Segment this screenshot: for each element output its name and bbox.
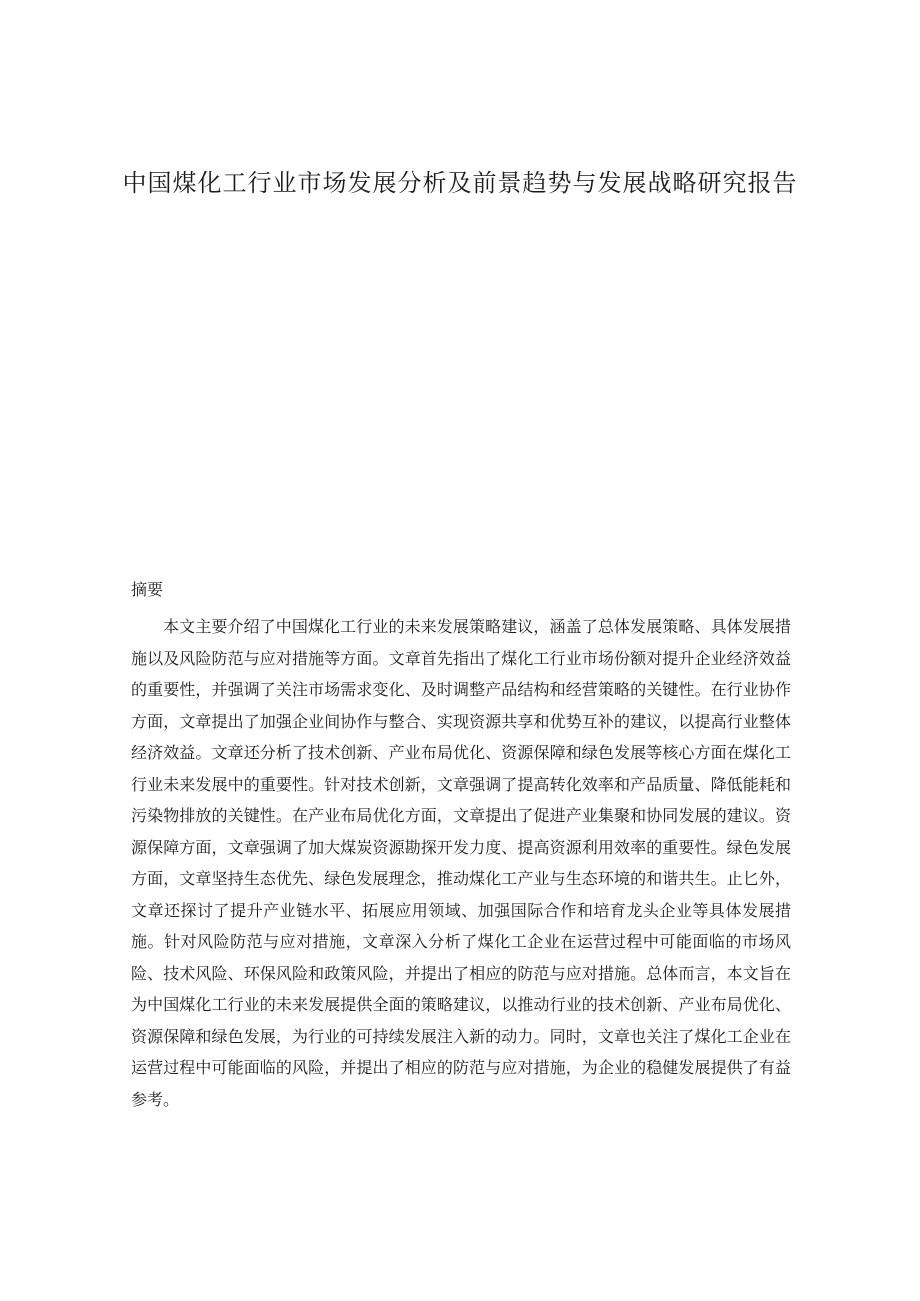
abstract-heading: 摘要: [131, 580, 164, 599]
document-title: 中国煤化工行业市场发展分析及前景趋势与发展战略研究报告: [122, 169, 798, 197]
abstract-paragraph: 本文主要介绍了中国煤化工行业的未来发展策略建议，涵盖了总体发展策略、具体发展措施以及风险防范与应对措施等方面。文章首先指出了煤化工行业市场份额对提升企业经济效益的重要性，并强调了关注市场需求变化、及时调整产品结构和经营策略的关键性。在行业协作方面，文章提出了加强企业间协作与整合、实现资源共享和优势互补的建议，以提高行业整体经济效益。文章还分析了技术创新、产业布局优化、资源保障和绿色发展等核心方面在煤化工行业未来发展中的重要性。针对技术创新，文章强调了提高转化效率和产品质量、降低能耗和污染物排放的关键性。在产业布局优化方面，文章提出了促进产业集聚和协同发展的建议。资源保障方面，文章强调了加大煤炭资源勘探开发力度、提高资源利用效率的重要性。绿色发展方面，文章坚持生态优先、绿色发展理念，推动煤化工产业与生态环境的和谐共生。止匕外，文章还探讨了提升产业链水平、拓展应用领域、加强国际合作和培育龙头企业等具体发展措施。针对风险防范与应对措施，文章深入分析了煤化工企业在运营过程中可能面临的市场风险、技术风险、环保风险和政策风险，并提出了相应的防范与应对措施。总体而言，本文旨在为中国煤化工行业的未来发展提供全面的策略建议，以推动行业的技术创新、产业布局优化、资源保障和绿色发展，为行业的可持续发展注入新的动力。同时，文章也关注了煤化工企业在运营过程中可能面临的风险，并提出了相应的防范与应对措施，为企业的稳健发展提供了有益参考。: [131, 617, 791, 1109]
